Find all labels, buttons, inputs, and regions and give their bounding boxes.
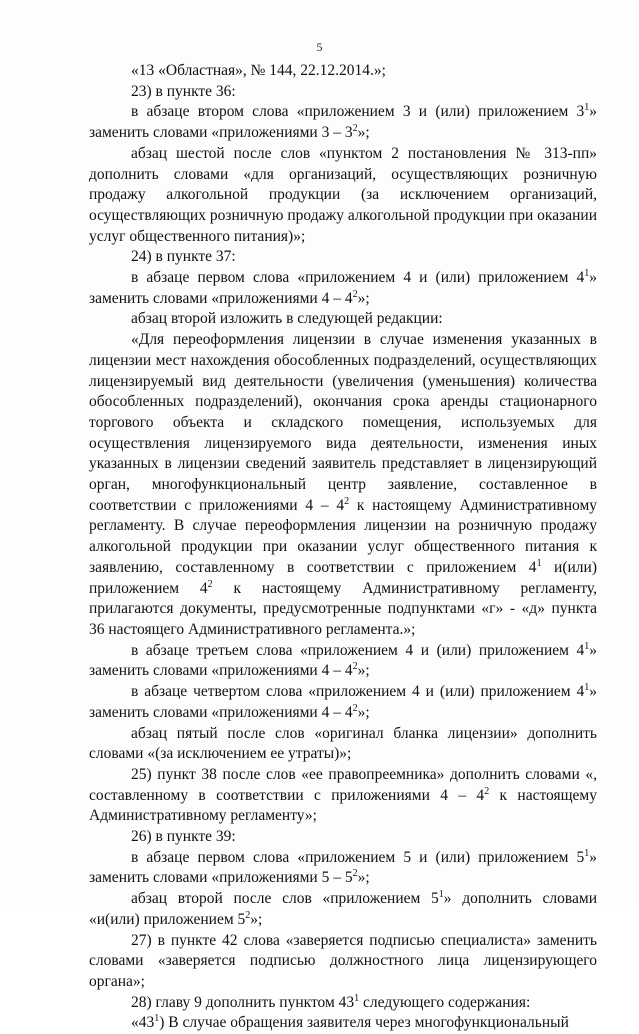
paragraph-text: » заменить словами «приложениями 5 – 5 bbox=[89, 848, 597, 887]
paragraph-37-abzac-5 bbox=[89, 724, 597, 765]
paragraph-text: 23) в пункте 36: bbox=[131, 82, 236, 100]
paragraph-text: «13 «Областная», № 144, 22.12.2014.»; bbox=[131, 62, 386, 79]
superscript: 1 bbox=[584, 640, 590, 652]
paragraph-item-25 bbox=[89, 765, 597, 827]
paragraph-37-abzac-1 bbox=[89, 268, 597, 309]
paragraph-item-27 bbox=[89, 931, 597, 993]
paragraph-item-28 bbox=[89, 993, 597, 1014]
superscript: 1 bbox=[584, 267, 590, 279]
superscript: 2 bbox=[352, 661, 358, 673]
paragraph-text: 28) главу 9 дополнить пунктом 43 bbox=[131, 993, 355, 1011]
paragraph-item-24 bbox=[89, 247, 597, 268]
paragraph-text: »; bbox=[357, 289, 370, 307]
superscript: 1 bbox=[354, 992, 360, 1004]
paragraph-36-abzac-2 bbox=[89, 102, 597, 143]
superscript: 2 bbox=[352, 868, 358, 880]
paragraph-text: следующего содержания: bbox=[359, 993, 531, 1011]
paragraph-text: 25) пункт 38 после слов «ее правопреемника» дополнить словами «, составленному в соответствии с приложениями 4 – 4 bbox=[89, 765, 597, 804]
superscript: 2 bbox=[207, 578, 213, 590]
superscript: 2 bbox=[344, 495, 350, 507]
paragraph-text: к настоящему Административному регламенту. В случае переоформления лицензии на розничную продажу алкогольной продукции при оказании услуг общественного питания к заявлению, составленному в соответствии с приложением 4 bbox=[89, 496, 598, 576]
paragraph-text: «43 bbox=[131, 1014, 155, 1032]
paragraph-text: » заменить словами «приложениями 3 – 3 bbox=[89, 103, 597, 142]
paragraph-text: абзац второй после слов «приложением 5 bbox=[131, 890, 439, 908]
paragraph-item-26 bbox=[89, 827, 597, 848]
paragraph-source-reference bbox=[89, 61, 597, 82]
paragraph-item-23 bbox=[89, 82, 597, 103]
paragraph-text: к настоящему Административному регламенту, прилагаются документы, предусмотренные подпунктами «г» - «д» пункта 36 настоящего Административного регламента.»; bbox=[89, 579, 598, 638]
superscript: 1 bbox=[536, 557, 542, 569]
paragraph-36-abzac-6 bbox=[89, 144, 597, 248]
superscript: 2 bbox=[352, 702, 358, 714]
paragraph-text: «Для переоформления лицензии в случае изменения указанных в лицензии мест нахождения обособленных подразделений, осуществляющих лицензируемый вид деятельности (увеличения (уменьшения) количества обособленных подразделений), окончания срока аренды стационарного торгового объекта и складского помещения, используемых для осуществления лицензируемого вида деятельности, изменения иных указанных в лицензии сведений заявитель представляет в лицензирующий орган, многофункциональный центр заявление, составленное в соответствии с приложениями 4 – 4 bbox=[89, 331, 597, 514]
paragraph-text: » заменить словами «приложениями 4 – 4 bbox=[89, 641, 597, 680]
paragraph-text: в абзаце четвертом слова «приложением 4 и (или) приложением 4 bbox=[131, 683, 585, 701]
paragraph-text: абзац второй изложить в следующей редакции: bbox=[131, 310, 443, 328]
page-number: 5 bbox=[316, 40, 323, 54]
paragraph-text: абзац пятый после слов «оригинал бланка лицензии» дополнить словами «(за исключением ее утраты)»; bbox=[89, 724, 597, 763]
paragraph-text: »; bbox=[357, 662, 370, 680]
document-body bbox=[89, 61, 597, 1034]
paragraph-text: ) В случае обращения заявителя через многофункциональный bbox=[159, 1014, 569, 1032]
superscript: 1 bbox=[154, 1013, 160, 1025]
paragraph-text: »; bbox=[250, 910, 263, 928]
paragraph-37-abzac-2-new-text bbox=[89, 330, 597, 641]
paragraph-text: » дополнить словами «и(или) приложением 5 bbox=[89, 890, 597, 928]
paragraph-37-abzac-3 bbox=[89, 641, 597, 682]
paragraph-text: » заменить словами «приложениями 4 – 4 bbox=[89, 683, 597, 721]
paragraph-text: и(или) приложением 4 bbox=[89, 558, 597, 597]
paragraph-text: абзац шестой после слов «пунктом 2 постановления № 313-пп» дополнить словами «для организаций, осуществляющих розничную продажу алкогольной продукции (за исключением организаций, осуществляющих розничную продажу алкогольной продукции при оказании услуг общественного питания)»; bbox=[89, 144, 597, 245]
paragraph-text: »; bbox=[357, 703, 370, 721]
paragraph-text: 26) в пункте 39: bbox=[131, 828, 236, 846]
paragraph-text: »; bbox=[357, 124, 370, 142]
superscript: 1 bbox=[584, 847, 590, 859]
paragraph-43-1 bbox=[89, 1013, 597, 1034]
paragraph-39-abzac-2 bbox=[89, 889, 597, 930]
paragraph-text: 24) в пункте 37: bbox=[131, 248, 236, 266]
paragraph-text: 27) в пункте 42 слова «заверяется подписью специалиста» заменить словами «заверяется подписью должностного лица лицензирующего органа»; bbox=[89, 931, 597, 990]
paragraph-text: »; bbox=[357, 869, 370, 887]
superscript: 2 bbox=[245, 909, 251, 921]
superscript: 1 bbox=[438, 888, 444, 900]
paragraph-39-abzac-1 bbox=[89, 848, 597, 889]
superscript: 1 bbox=[584, 681, 590, 693]
superscript: 2 bbox=[352, 288, 358, 300]
superscript: 1 bbox=[584, 102, 590, 114]
paragraph-text: » заменить словами «приложениями 4 – 4 bbox=[89, 269, 597, 307]
paragraph-text: в абзаце третьем слова «приложением 4 и (или) приложением 4 bbox=[131, 641, 585, 659]
superscript: 2 bbox=[484, 785, 490, 797]
paragraph-37-abzac-2-intro bbox=[89, 309, 597, 330]
paragraph-37-abzac-4 bbox=[89, 682, 597, 723]
paragraph-text: к настоящему Административному регламенту»; bbox=[89, 786, 597, 825]
superscript: 2 bbox=[352, 122, 358, 134]
paragraph-text: в абзаце втором слова «приложением 3 и (или) приложением 3 bbox=[131, 103, 585, 121]
paragraph-text: в абзаце первом слова «приложением 4 и (или) приложением 4 bbox=[131, 269, 585, 287]
paragraph-text: в абзаце первом слова «приложением 5 и (или) приложением 5 bbox=[131, 848, 585, 866]
